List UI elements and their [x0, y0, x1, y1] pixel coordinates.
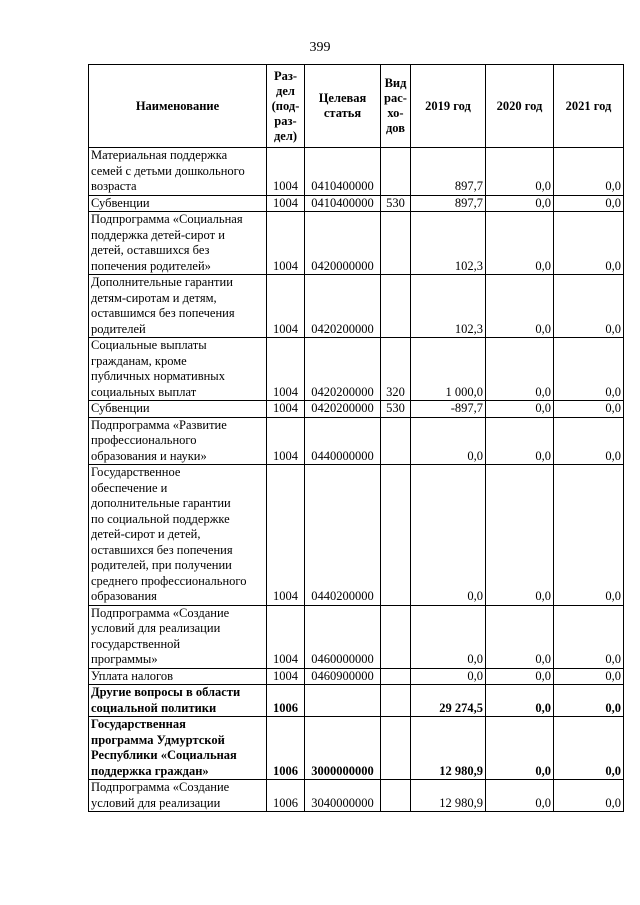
cell-name: Социальные выплаты гражданам, кроме публичных нормативных социальных выплат [89, 338, 267, 401]
cell-name: Государственная программа Удмуртской Республики «Социальная поддержка граждан» [89, 717, 267, 780]
cell-2020: 0,0 [486, 212, 554, 275]
cell-section: 1004 [267, 338, 305, 401]
cell-article [305, 685, 381, 717]
cell-2019: -897,7 [411, 401, 486, 418]
table-row [89, 338, 624, 401]
cell-section: 1004 [267, 212, 305, 275]
cell-kind [381, 465, 411, 606]
cell-2019: 12 980,9 [411, 717, 486, 780]
table-row [89, 417, 624, 465]
cell-2021: 0,0 [554, 148, 624, 196]
cell-kind [381, 212, 411, 275]
cell-2020: 0,0 [486, 717, 554, 780]
table-row [89, 465, 624, 606]
cell-2019: 0,0 [411, 605, 486, 668]
cell-name: Уплата налогов [89, 668, 267, 685]
table-row [89, 275, 624, 338]
cell-2020: 0,0 [486, 465, 554, 606]
cell-kind: 530 [381, 195, 411, 212]
cell-2021: 0,0 [554, 605, 624, 668]
column-header-kind-text: Вид рас- хо- дов [384, 76, 407, 135]
cell-kind [381, 685, 411, 717]
cell-2021: 0,0 [554, 417, 624, 465]
cell-2019: 897,7 [411, 195, 486, 212]
cell-2021: 0,0 [554, 717, 624, 780]
cell-kind: 320 [381, 338, 411, 401]
cell-2019: 102,3 [411, 212, 486, 275]
cell-section: 1004 [267, 195, 305, 212]
cell-section: 1004 [267, 605, 305, 668]
column-header-name: Наименование [89, 65, 267, 148]
cell-kind [381, 605, 411, 668]
cell-article: 0460000000 [305, 605, 381, 668]
table-row [89, 668, 624, 685]
cell-2021: 0,0 [554, 401, 624, 418]
cell-article: 3000000000 [305, 717, 381, 780]
cell-section: 1004 [267, 417, 305, 465]
table-row [89, 685, 624, 717]
cell-article: 0440000000 [305, 417, 381, 465]
table-row [89, 401, 624, 418]
column-header-2019: 2019 год [411, 65, 486, 148]
cell-section: 1004 [267, 275, 305, 338]
cell-2020: 0,0 [486, 685, 554, 717]
cell-2020: 0,0 [486, 401, 554, 418]
cell-2019: 12 980,9 [411, 780, 486, 812]
cell-name: Государственное обеспечение и дополнительные гарантии по социальной поддержке детей-сирот и детей, оставшихся без попечения родителей, при получении среднего профессионального образования [89, 465, 267, 606]
cell-2019: 0,0 [411, 668, 486, 685]
table-row [89, 195, 624, 212]
column-header-2020: 2020 год [486, 65, 554, 148]
cell-2019: 102,3 [411, 275, 486, 338]
cell-kind [381, 668, 411, 685]
cell-2021: 0,0 [554, 212, 624, 275]
cell-2020: 0,0 [486, 275, 554, 338]
cell-kind [381, 417, 411, 465]
cell-section: 1004 [267, 401, 305, 418]
page-number: 399 [309, 40, 331, 55]
cell-article: 0420200000 [305, 275, 381, 338]
cell-article: 0420200000 [305, 401, 381, 418]
table-body [89, 148, 624, 812]
cell-2019: 897,7 [411, 148, 486, 196]
cell-name: Подпрограмма «Развитие профессионального образования и науки» [89, 417, 267, 465]
cell-article: 0420000000 [305, 212, 381, 275]
cell-2019: 1 000,0 [411, 338, 486, 401]
cell-section: 1004 [267, 668, 305, 685]
cell-2020: 0,0 [486, 195, 554, 212]
cell-article: 0410400000 [305, 148, 381, 196]
cell-2020: 0,0 [486, 668, 554, 685]
cell-2020: 0,0 [486, 148, 554, 196]
cell-section: 1006 [267, 717, 305, 780]
cell-2021: 0,0 [554, 668, 624, 685]
table-row [89, 717, 624, 780]
cell-name: Подпрограмма «Создание условий для реализации государственной программы» [89, 605, 267, 668]
cell-section: 1006 [267, 780, 305, 812]
cell-2021: 0,0 [554, 465, 624, 606]
cell-article: 0420200000 [305, 338, 381, 401]
cell-name: Субвенции [89, 195, 267, 212]
cell-2021: 0,0 [554, 195, 624, 212]
cell-2019: 0,0 [411, 417, 486, 465]
cell-name: Подпрограмма «Создание условий для реализации [89, 780, 267, 812]
cell-name: Дополнительные гарантии детям-сиротам и детям, оставшимся без попечения родителей [89, 275, 267, 338]
column-header-article-text: Целевая статья [318, 91, 367, 120]
cell-2021: 0,0 [554, 275, 624, 338]
cell-kind [381, 717, 411, 780]
cell-2021: 0,0 [554, 780, 624, 812]
cell-2020: 0,0 [486, 338, 554, 401]
table-row [89, 212, 624, 275]
cell-section: 1006 [267, 685, 305, 717]
cell-article: 3040000000 [305, 780, 381, 812]
column-header-article [305, 65, 381, 148]
cell-name: Субвенции [89, 401, 267, 418]
cell-2019: 0,0 [411, 465, 486, 606]
table-header-row [89, 65, 624, 148]
column-header-section-text: Раз- дел (под- раз- дел) [271, 68, 300, 143]
cell-kind [381, 780, 411, 812]
cell-kind [381, 275, 411, 338]
cell-2020: 0,0 [486, 780, 554, 812]
cell-article: 0440200000 [305, 465, 381, 606]
table-row [89, 605, 624, 668]
cell-name: Материальная поддержка семей с детьми дошкольного возраста [89, 148, 267, 196]
cell-2020: 0,0 [486, 417, 554, 465]
cell-name: Другие вопросы в области социальной политики [89, 685, 267, 717]
cell-2021: 0,0 [554, 685, 624, 717]
table-row [89, 148, 624, 196]
cell-article: 0410400000 [305, 195, 381, 212]
column-header-kind [381, 65, 411, 148]
table-row [89, 780, 624, 812]
cell-kind [381, 148, 411, 196]
cell-2020: 0,0 [486, 605, 554, 668]
budget-table [88, 64, 624, 812]
cell-2021: 0,0 [554, 338, 624, 401]
cell-2019: 29 274,5 [411, 685, 486, 717]
cell-section: 1004 [267, 148, 305, 196]
cell-name: Подпрограмма «Социальная поддержка детей-сирот и детей, оставшихся без попечения родителей» [89, 212, 267, 275]
column-header-2021: 2021 год [554, 65, 624, 148]
cell-kind: 530 [381, 401, 411, 418]
cell-article: 0460900000 [305, 668, 381, 685]
cell-section: 1004 [267, 465, 305, 606]
column-header-section [267, 65, 305, 148]
